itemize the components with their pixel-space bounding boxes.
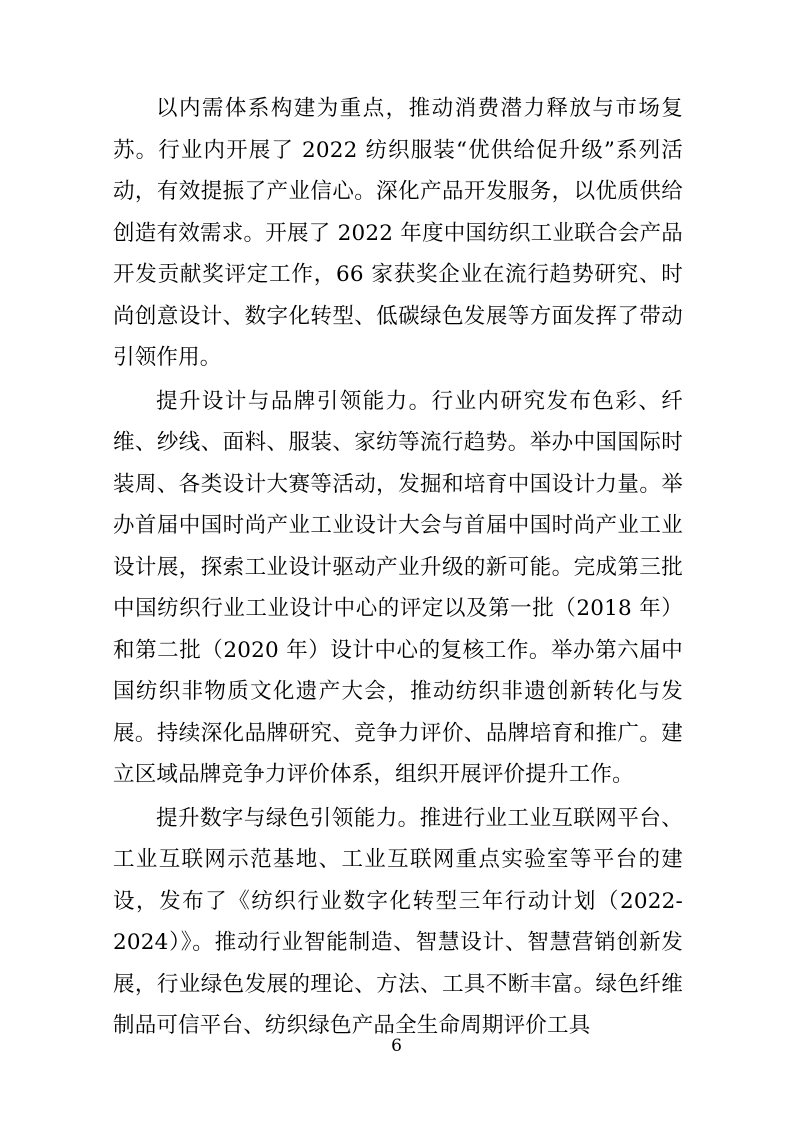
paragraph-1: 以内需体系构建为重点，推动消费潜力释放与市场复苏。行业内开展了 2022 纺织服装“优供给促升级”系列活动，有效提振了产业信心。深化产品开发服务，以优质供给创造有效需求。开展了 2022 年度中国纺织工业联合会产品开发贡献奖评定工作，66 家获奖企业在流行趋势研究、时尚创意设计、数字化转型、低碳绿色发展等方面发挥了带动引领作用。 xyxy=(113,96,683,370)
document-body xyxy=(113,88,683,1049)
page-number: 6 xyxy=(391,1036,402,1056)
paragraph-3: 提升数字与绿色引领能力。推进行业工业互联网平台、工业互联网示范基地、工业互联网重点实验室等平台的建设，发布了《纺织行业数字化转型三年行动计划（2022-2024）》。推动行业智能制造、智慧设计、智慧营销创新发展，行业绿色发展的理论、方法、工具不断丰富。绿色纤维制品可信平台、纺织绿色产品全生命周期评价工具 xyxy=(113,805,683,1038)
paragraph-2: 提升设计与品牌引领能力。行业内研究发布色彩、纤维、纱线、面料、服装、家纺等流行趋势。举办中国国际时装周、各类设计大赛等活动，发掘和培育中国设计力量。举办首届中国时尚产业工业设计大会与首届中国时尚产业工业设计展，探索工业设计驱动产业升级的新可能。完成第三批中国纺织行业工业设计中心的评定以及第一批（2018 年）和第二批（2020 年）设计中心的复核工作。举办第六届中国纺织非物质文化遗产大会，推动纺织非遗创新转化与发展。持续深化品牌研究、竞争力评价、品牌培育和推广。建立区域品牌竞争力评价体系，组织开展评价提升工作。 xyxy=(113,388,683,787)
